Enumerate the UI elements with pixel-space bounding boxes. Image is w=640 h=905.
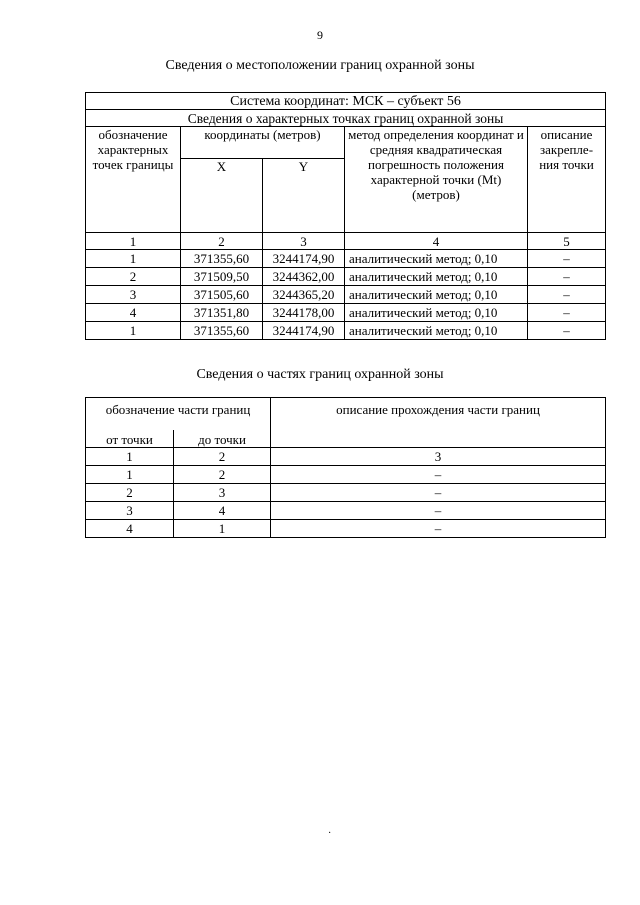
point-cell: 4: [86, 304, 181, 322]
table-row: [86, 250, 606, 268]
from-cell: 1: [86, 466, 174, 484]
stray-dot: ·: [328, 828, 332, 839]
description-cell: –: [271, 520, 606, 538]
description-cell: –: [528, 268, 606, 286]
header-method: метод определения координат и средняя квадратическая погрешность положения характерной точки (Mt) (метров): [345, 127, 528, 233]
description-cell: –: [528, 250, 606, 268]
table-row: [86, 322, 606, 340]
table-row: [86, 466, 606, 484]
x-cell: 371505,60: [181, 286, 263, 304]
header-description: описание закрепле-ния точки: [528, 127, 606, 233]
column-number: 1: [86, 448, 174, 466]
x-cell: 371355,60: [181, 250, 263, 268]
section-title-parts: Сведения о частях границ охранной зоны: [196, 367, 444, 382]
table-row: [86, 484, 606, 502]
method-cell: аналитический метод; 0,10: [345, 304, 528, 322]
parts-table: [85, 397, 606, 538]
x-cell: 371509,50: [181, 268, 263, 286]
method-cell: аналитический метод; 0,10: [345, 268, 528, 286]
description-cell: –: [271, 502, 606, 520]
description-cell: –: [528, 304, 606, 322]
table-row: [86, 286, 606, 304]
description-cell: –: [528, 322, 606, 340]
page-number: 9: [317, 28, 323, 42]
points-table: [85, 92, 606, 340]
section-title-location: Сведения о местоположении границ охранной зоны: [165, 58, 475, 73]
header-from-point: от точки: [86, 430, 174, 448]
header-point-designation: обозначение характерных точек границы: [86, 127, 181, 233]
point-cell: 1: [86, 250, 181, 268]
column-number: 2: [181, 233, 263, 250]
y-cell: 3244362,00: [263, 268, 345, 286]
x-cell: 371355,60: [181, 322, 263, 340]
header-x: X: [181, 159, 263, 233]
x-cell: 371351,80: [181, 304, 263, 322]
y-cell: 3244178,00: [263, 304, 345, 322]
table-row: [86, 268, 606, 286]
method-cell: аналитический метод; 0,10: [345, 322, 528, 340]
column-number: 5: [528, 233, 606, 250]
from-cell: 3: [86, 502, 174, 520]
method-cell: аналитический метод; 0,10: [345, 250, 528, 268]
column-number: 3: [271, 448, 606, 466]
column-number: 2: [174, 448, 271, 466]
to-cell: 1: [174, 520, 271, 538]
to-cell: 4: [174, 502, 271, 520]
table-row: [86, 520, 606, 538]
point-cell: 2: [86, 268, 181, 286]
description-cell: –: [271, 484, 606, 502]
to-cell: 3: [174, 484, 271, 502]
column-number-row: [86, 448, 606, 466]
header-y: Y: [263, 159, 345, 233]
header-part-designation: обозначение части границ: [86, 398, 271, 431]
coord-system-cell: Система координат: МСК – субъект 56: [86, 93, 606, 110]
description-cell: –: [271, 466, 606, 484]
method-cell: аналитический метод; 0,10: [345, 286, 528, 304]
to-cell: 2: [174, 466, 271, 484]
header-to-point: до точки: [174, 430, 271, 448]
header-part-description: описание прохождения части границ: [271, 398, 606, 448]
table-row: [86, 304, 606, 322]
column-number: 1: [86, 233, 181, 250]
point-cell: 3: [86, 286, 181, 304]
table-row: [86, 502, 606, 520]
from-cell: 4: [86, 520, 174, 538]
column-number-row: [86, 233, 606, 250]
point-cell: 1: [86, 322, 181, 340]
y-cell: 3244174,90: [263, 250, 345, 268]
y-cell: 3244365,20: [263, 286, 345, 304]
description-cell: –: [528, 286, 606, 304]
column-number: 3: [263, 233, 345, 250]
header-coordinates: координаты (метров): [181, 127, 345, 159]
y-cell: 3244174,90: [263, 322, 345, 340]
column-number: 4: [345, 233, 528, 250]
points-caption-cell: Сведения о характерных точках границ охранной зоны: [86, 110, 606, 127]
from-cell: 2: [86, 484, 174, 502]
